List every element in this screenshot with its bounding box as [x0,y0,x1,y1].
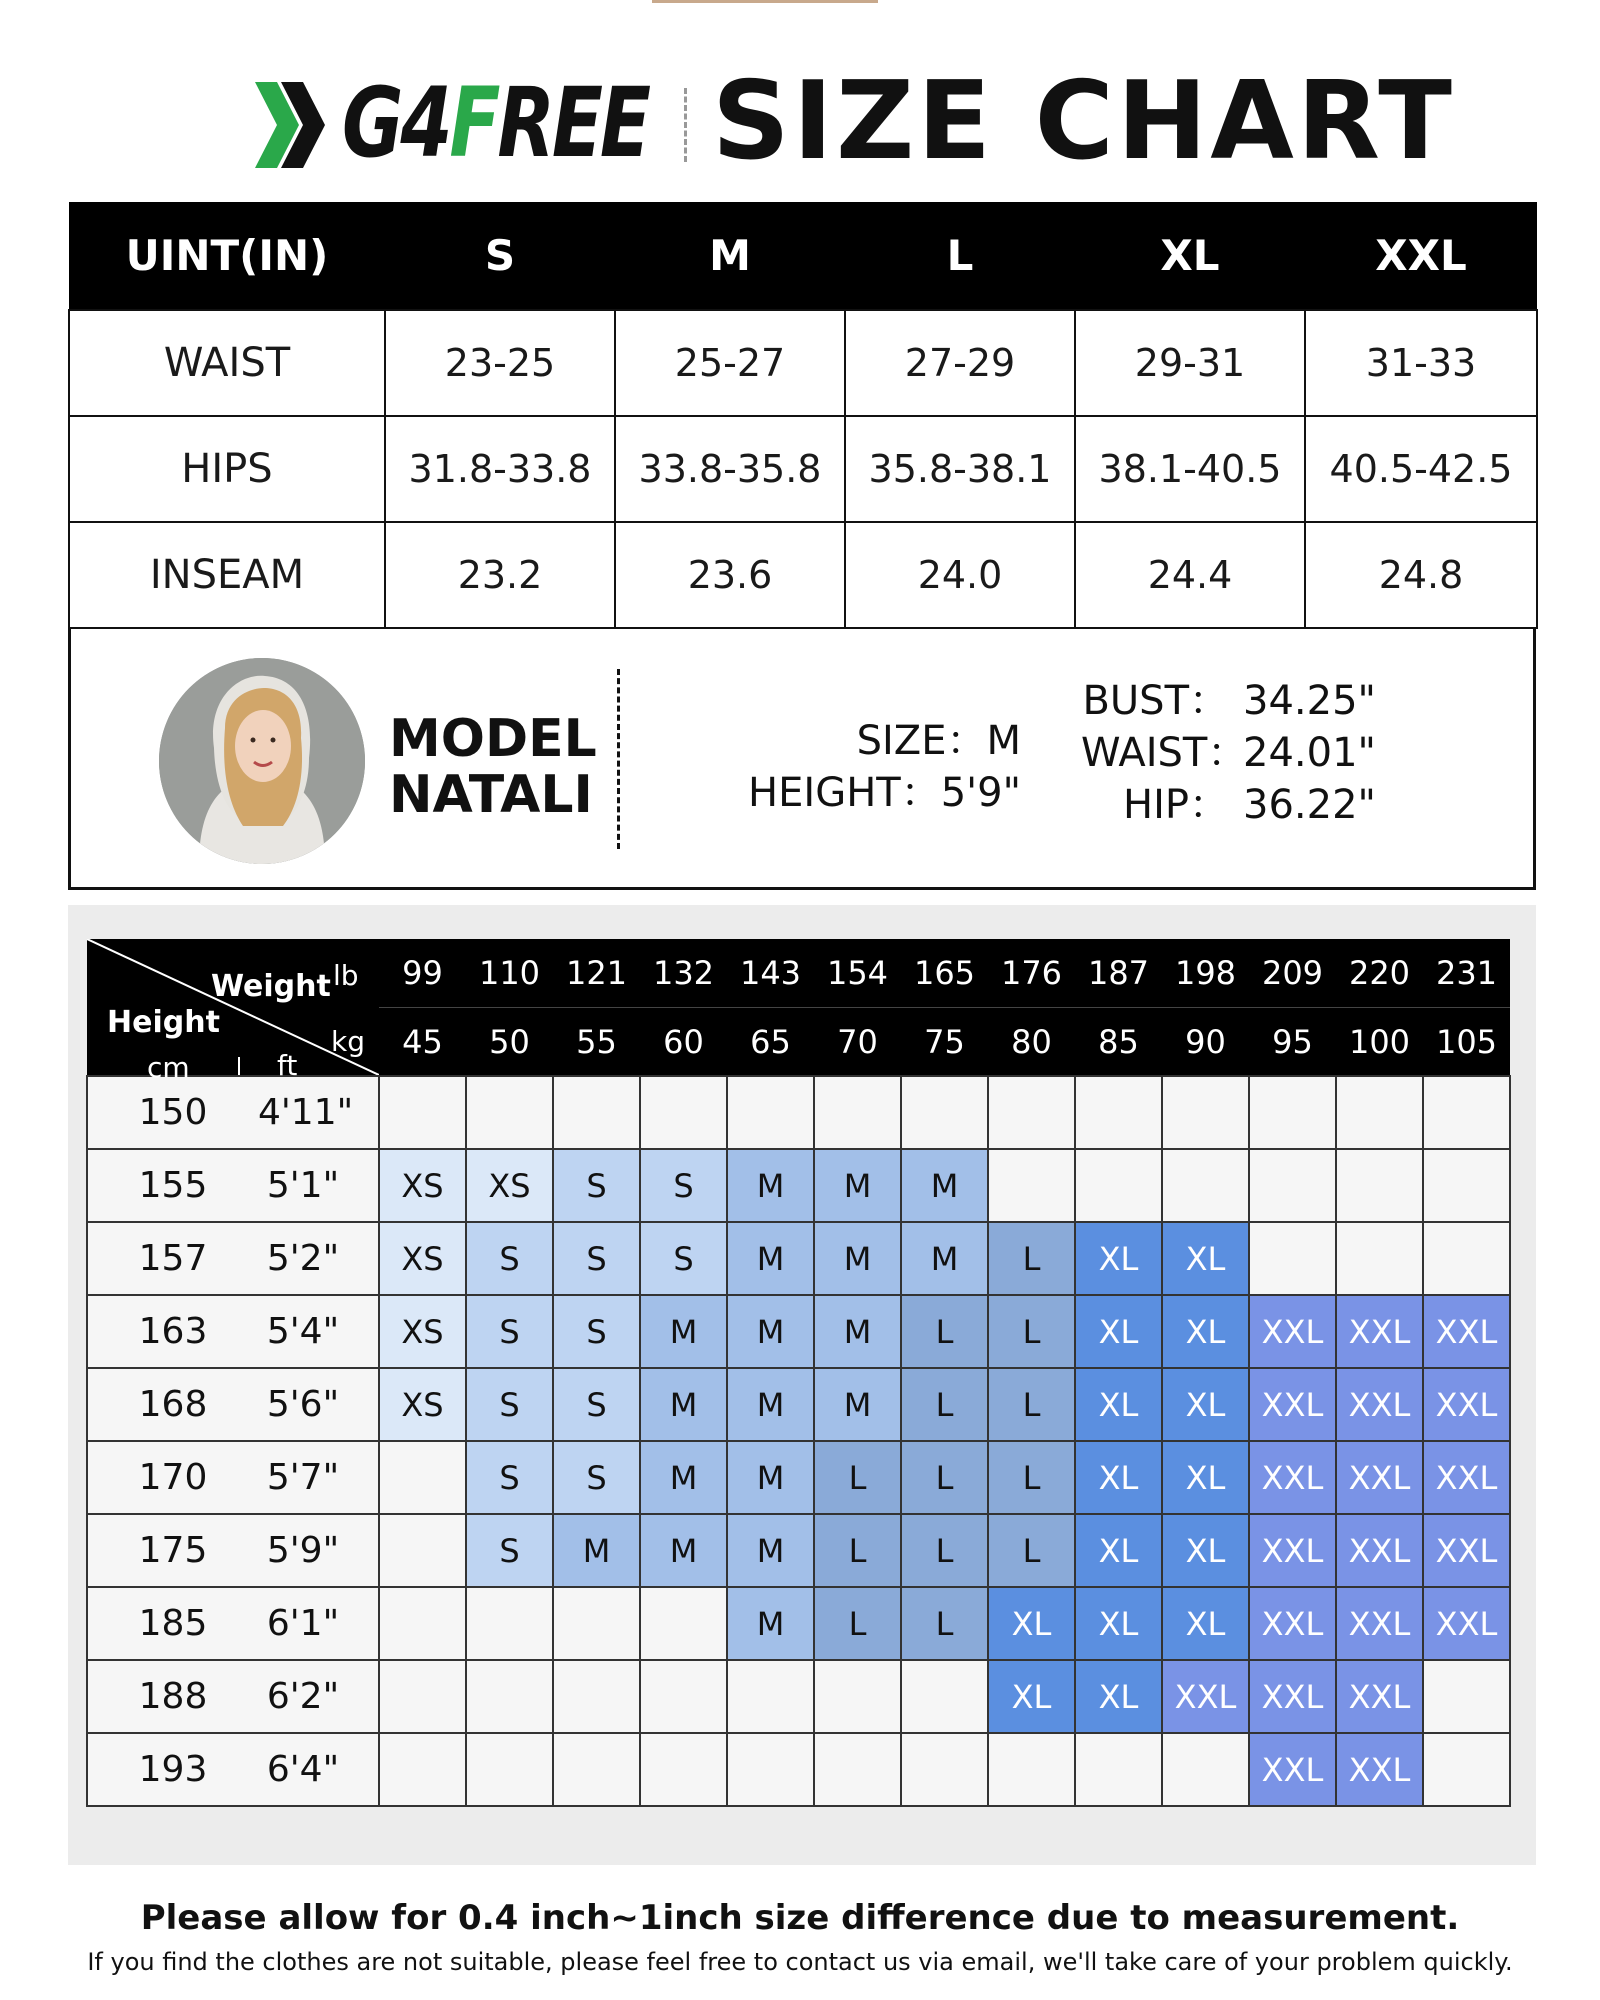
empty-grid-cell [1336,1076,1423,1149]
size-recommendation-cell: XL [1075,1441,1162,1514]
model-divider [617,669,620,849]
height-ft: 5'4" [266,1311,340,1352]
empty-grid-cell [901,1733,988,1806]
model-info-panel [68,629,1536,890]
size-recommendation-cell: XXL [1336,1295,1423,1368]
measurement-value: 23.2 [385,522,615,628]
weight-lb-header: 198 [1162,939,1249,1008]
empty-grid-cell [1075,1733,1162,1806]
model-hip: HIP： 36.22" [1123,782,1376,828]
measurement-label: INSEAM [69,522,385,628]
size-recommendation-cell: L [901,1368,988,1441]
height-row [87,1295,1510,1368]
weight-kg-header: 80 [988,1008,1075,1077]
height-label-cell [87,1441,379,1514]
empty-grid-cell [1162,1076,1249,1149]
unit-header: UINT(IN) [69,202,385,310]
height-row [87,1368,1510,1441]
empty-grid-cell [1075,1149,1162,1222]
weight-kg-header: 60 [640,1008,727,1077]
size-recommendation-cell: M [727,1441,814,1514]
size-recommendation-cell: L [988,1222,1075,1295]
measurement-value: 27-29 [845,310,1075,416]
empty-grid-cell [814,1733,901,1806]
height-ft: 5'6" [266,1384,340,1425]
height-row [87,1149,1510,1222]
weight-kg-header: 50 [466,1008,553,1077]
size-recommendation-cell: S [640,1149,727,1222]
size-recommendation-cell: M [727,1514,814,1587]
size-recommendation-cell: XL [1162,1441,1249,1514]
size-recommendation-cell: M [640,1368,727,1441]
weight-lb-header: 220 [1336,939,1423,1008]
weight-lb-header: 132 [640,939,727,1008]
empty-grid-cell [1423,1660,1510,1733]
weight-kg-header: 95 [1249,1008,1336,1077]
height-row [87,1076,1510,1149]
empty-grid-cell [1249,1149,1336,1222]
footer-note: Please allow for 0.4 inch~1inch size difference due to measurement. [140,1898,1460,1938]
size-recommendation-cell: XL [1075,1587,1162,1660]
empty-grid-cell [379,1660,466,1733]
size-recommendation-cell: L [988,1514,1075,1587]
size-recommendation-cell: M [901,1149,988,1222]
weight-kg-header: 105 [1423,1008,1510,1077]
size-recommendation-cell: L [814,1587,901,1660]
measurement-value: 29-31 [1075,310,1305,416]
height-cm: 170 [138,1457,208,1498]
measurement-value: 24.0 [845,522,1075,628]
height-cm: 168 [138,1384,208,1425]
empty-grid-cell [1162,1149,1249,1222]
size-recommendation-cell: M [727,1587,814,1660]
size-recommendation-cell: M [814,1295,901,1368]
size-recommendation-cell: M [640,1295,727,1368]
measurement-label: WAIST [69,310,385,416]
size-recommendation-cell: S [553,1222,640,1295]
measurement-row-inseam [69,522,1537,628]
height-ft: 6'1" [266,1603,340,1644]
size-recommendation-cell: L [901,1295,988,1368]
height-label-cell [87,1733,379,1806]
size-recommendation-cell: XS [379,1222,466,1295]
size-recommendation-cell: S [466,1368,553,1441]
measurement-row-hips [69,416,1537,522]
size-recommendation-cell: XL [1162,1295,1249,1368]
size-recommendation-cell: M [727,1295,814,1368]
size-recommendation-cell: XXL [1336,1514,1423,1587]
weight-kg-header: 90 [1162,1008,1249,1077]
height-ft: 6'4" [266,1749,340,1790]
size-recommendation-cell: L [901,1514,988,1587]
size-recommendation-cell: L [988,1295,1075,1368]
height-label-cell [87,1076,379,1149]
size-recommendation-cell: XS [466,1149,553,1222]
model-name: MODEL NATALI [389,709,597,825]
lb-unit-label: lb [333,959,359,992]
size-recommendation-panel [68,905,1536,1865]
empty-grid-cell [1249,1076,1336,1149]
size-header: S [385,202,615,310]
size-recommendation-cell: XXL [1336,1368,1423,1441]
empty-grid-cell [727,1733,814,1806]
height-cm: 175 [138,1530,208,1571]
empty-grid-cell [814,1660,901,1733]
size-recommendation-cell: XXL [1336,1587,1423,1660]
weight-lb-header: 154 [814,939,901,1008]
weight-kg-header: 85 [1075,1008,1162,1077]
size-recommendation-cell: M [727,1149,814,1222]
size-recommendation-cell: L [814,1441,901,1514]
height-cm: 185 [138,1603,208,1644]
model-avatar [159,658,365,864]
size-recommendation-cell: M [901,1222,988,1295]
empty-grid-cell [379,1076,466,1149]
weight-lb-header: 231 [1423,939,1510,1008]
empty-grid-cell [727,1076,814,1149]
size-recommendation-cell: L [814,1514,901,1587]
empty-grid-cell [466,1733,553,1806]
size-recommendation-cell: XL [988,1587,1075,1660]
measurement-value: 31.8-33.8 [385,416,615,522]
top-image-strip [652,0,878,3]
measurement-row-waist [69,310,1537,416]
size-recommendation-cell: XL [1075,1514,1162,1587]
size-recommendation-cell: XL [1075,1368,1162,1441]
header [0,60,1600,190]
empty-grid-cell [1162,1733,1249,1806]
empty-grid-cell [379,1733,466,1806]
measurement-table [68,202,1538,629]
measurement-value: 24.8 [1305,522,1537,628]
size-recommendation-cell: XXL [1336,1733,1423,1806]
weight-kg-header: 65 [727,1008,814,1077]
measurement-value: 35.8-38.1 [845,416,1075,522]
measurement-header-row [69,202,1537,310]
measurement-value: 24.4 [1075,522,1305,628]
size-recommendation-cell: XXL [1249,1514,1336,1587]
size-recommendation-cell: M [727,1222,814,1295]
empty-grid-cell [901,1660,988,1733]
model-size-height [691,715,1021,819]
size-recommendation-cell: XS [379,1295,466,1368]
kg-unit-label: kg [331,1025,365,1058]
height-label-cell [87,1295,379,1368]
empty-grid-cell [379,1441,466,1514]
height-ft: 5'2" [266,1238,340,1279]
height-cm: 157 [138,1238,208,1279]
size-header: M [615,202,845,310]
measurement-label: HIPS [69,416,385,522]
empty-grid-cell [988,1076,1075,1149]
size-recommendation-cell: S [553,1149,640,1222]
footer-contact-note: If you find the clothes are not suitable, please feel free to contact us via email, we'll take care of your problem quickly. [87,1948,1513,1976]
size-recommendation-cell: XXL [1423,1368,1510,1441]
empty-grid-cell [466,1587,553,1660]
size-recommendation-cell: L [988,1368,1075,1441]
ft-unit-label: ft [277,1049,298,1082]
model-size: SIZE：M [856,718,1021,764]
height-row [87,1222,1510,1295]
size-recommendation-cell: XXL [1249,1295,1336,1368]
model-waist: WAIST： 24.01" [1081,730,1376,776]
size-recommendation-cell: XXL [1336,1441,1423,1514]
size-recommendation-cell: M [640,1514,727,1587]
size-recommendation-cell: XXL [1423,1295,1510,1368]
size-recommendation-cell: S [466,1514,553,1587]
weight-lb-row [87,939,1510,1008]
size-recommendation-cell: XXL [1423,1587,1510,1660]
weight-kg-header: 75 [901,1008,988,1077]
empty-grid-cell [1075,1076,1162,1149]
size-header: L [845,202,1075,310]
grid-corner-header [87,939,379,1084]
measurement-value: 38.1-40.5 [1075,416,1305,522]
empty-grid-cell [640,1660,727,1733]
height-ft: 5'7" [266,1457,340,1498]
logo-divider [684,88,687,162]
height-label-cell [87,1368,379,1441]
weight-lb-header: 209 [1249,939,1336,1008]
height-row [87,1660,1510,1733]
empty-grid-cell [640,1076,727,1149]
empty-grid-cell [379,1514,466,1587]
height-label-cell [87,1660,379,1733]
height-row [87,1441,1510,1514]
height-cm: 188 [138,1676,208,1717]
size-recommendation-cell: S [553,1295,640,1368]
empty-grid-cell [553,1587,640,1660]
size-recommendation-cell: XXL [1249,1733,1336,1806]
model-measurements [1081,675,1429,831]
height-cm: 193 [138,1749,208,1790]
size-recommendation-cell: XL [1162,1368,1249,1441]
weight-lb-header: 143 [727,939,814,1008]
size-recommendation-cell: L [901,1587,988,1660]
measurement-value: 25-27 [615,310,845,416]
size-recommendation-cell: M [640,1441,727,1514]
measurement-value: 23.6 [615,522,845,628]
weight-kg-header: 45 [379,1008,466,1077]
height-row [87,1587,1510,1660]
size-recommendation-cell: XS [379,1149,466,1222]
height-cm: 163 [138,1311,208,1352]
empty-grid-cell [1423,1733,1510,1806]
empty-grid-cell [988,1149,1075,1222]
weight-kg-header: 70 [814,1008,901,1077]
height-ft: 6'2" [266,1676,340,1717]
size-recommendation-cell: S [466,1222,553,1295]
weight-kg-header: 55 [553,1008,640,1077]
height-ft: 5'1" [266,1165,340,1206]
height-row [87,1733,1510,1806]
size-header: XL [1075,202,1305,310]
size-recommendation-cell: XL [1075,1295,1162,1368]
size-recommendation-cell: S [553,1441,640,1514]
empty-grid-cell [553,1660,640,1733]
height-row [87,1514,1510,1587]
size-recommendation-cell: L [901,1441,988,1514]
weight-lb-header: 176 [988,939,1075,1008]
measurement-value: 40.5-42.5 [1305,416,1537,522]
size-recommendation-cell: S [553,1368,640,1441]
size-recommendation-cell: M [814,1368,901,1441]
empty-grid-cell [1423,1076,1510,1149]
empty-grid-cell [640,1587,727,1660]
size-recommendation-cell: S [466,1295,553,1368]
empty-grid-cell [814,1076,901,1149]
size-recommendation-cell: XXL [1423,1514,1510,1587]
empty-grid-cell [640,1733,727,1806]
size-recommendation-cell: XXL [1249,1587,1336,1660]
size-recommendation-cell: XL [1075,1660,1162,1733]
empty-grid-cell [1336,1149,1423,1222]
weight-lb-header: 99 [379,939,466,1008]
weight-kg-header: 100 [1336,1008,1423,1077]
height-label-cell [87,1149,379,1222]
double-chevron-icon [255,82,335,168]
size-recommendation-cell: S [466,1441,553,1514]
empty-grid-cell [1249,1222,1336,1295]
height-weight-size-grid [86,939,1511,1807]
size-recommendation-cell: XL [1162,1587,1249,1660]
measurement-value: 23-25 [385,310,615,416]
size-recommendation-cell: XXL [1336,1660,1423,1733]
size-recommendation-cell: M [814,1222,901,1295]
size-recommendation-cell: XS [379,1368,466,1441]
size-recommendation-cell: M [553,1514,640,1587]
empty-grid-cell [727,1660,814,1733]
size-recommendation-cell: XXL [1162,1660,1249,1733]
size-recommendation-cell: XXL [1249,1660,1336,1733]
page-title: SIZE CHART [712,59,1455,184]
size-recommendation-cell: M [814,1149,901,1222]
height-label-cell [87,1587,379,1660]
size-recommendation-cell: L [988,1441,1075,1514]
empty-grid-cell [466,1660,553,1733]
empty-grid-cell [1423,1222,1510,1295]
size-recommendation-cell: XL [1162,1514,1249,1587]
height-ft: 5'9" [266,1530,340,1571]
weight-lb-header: 187 [1075,939,1162,1008]
weight-lb-header: 110 [466,939,553,1008]
height-axis-label: Height [107,1005,220,1040]
height-label-cell [87,1514,379,1587]
empty-grid-cell [988,1733,1075,1806]
empty-grid-cell [553,1076,640,1149]
height-label-cell [87,1222,379,1295]
empty-grid-cell [1423,1149,1510,1222]
empty-grid-cell [466,1076,553,1149]
brand-logo: G4FREE [342,67,648,179]
size-recommendation-cell: XXL [1249,1441,1336,1514]
weight-axis-label: Weight [211,969,331,1004]
weight-lb-header: 121 [553,939,640,1008]
measurement-value: 31-33 [1305,310,1537,416]
size-recommendation-cell: XXL [1249,1368,1336,1441]
model-height: HEIGHT：5'9" [748,770,1021,816]
weight-lb-header: 165 [901,939,988,1008]
empty-grid-cell [901,1076,988,1149]
model-bust: BUST： 34.25" [1082,678,1376,724]
size-recommendation-cell: XXL [1423,1441,1510,1514]
height-ft: 4'11" [258,1092,354,1133]
size-recommendation-cell: XL [988,1660,1075,1733]
size-recommendation-cell: XL [1162,1222,1249,1295]
height-cm: 155 [138,1165,208,1206]
size-recommendation-cell: S [640,1222,727,1295]
size-header: XXL [1305,202,1537,310]
size-recommendation-cell: XL [1075,1222,1162,1295]
size-recommendation-cell: M [727,1368,814,1441]
measurement-value: 33.8-35.8 [615,416,845,522]
height-cm: 150 [138,1092,208,1133]
empty-grid-cell [379,1587,466,1660]
empty-grid-cell [553,1733,640,1806]
cm-unit-label: cm [147,1051,190,1084]
empty-grid-cell [1336,1222,1423,1295]
